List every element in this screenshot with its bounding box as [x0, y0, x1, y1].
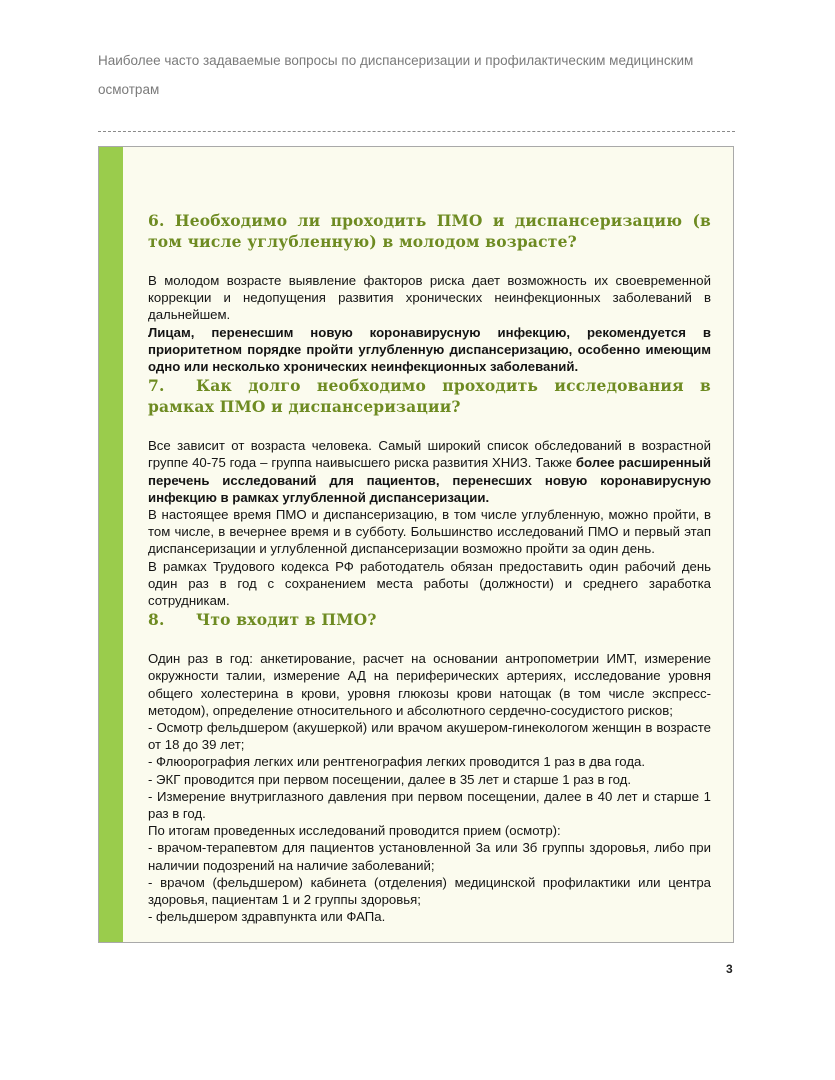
question-7-title: Как долго необходимо проходить исследования в рамках ПМО и диспансеризации?	[148, 376, 711, 417]
question-8-paragraph-5: - Измерение внутриглазного давления при первом посещении, далее в 40 лет и старше 1 раз в год.	[148, 788, 711, 822]
question-6-heading: 6. Необходимо ли проходить ПМО и диспансеризацию (в том числе углубленную) в молодом возрасте?	[148, 211, 711, 251]
page-number: 3	[726, 962, 733, 976]
question-6-paragraph-1: В молодом возрасте выявление факторов риска дает возможность их своевременной коррекции и недопущения развития хронических неинфекционных заболеваний в дальнейшем.	[148, 273, 711, 323]
faq-panel	[98, 146, 734, 943]
question-7-paragraph-2: В настоящее время ПМО и диспансеризацию, в том числе углубленную, можно пройти, в том числе, в вечернее время и в субботу. Большинство исследований ПМО и первый этап диспансеризации и углубленной диспансеризации возможно пройти за один день.	[148, 507, 711, 557]
question-8-title: Что входит в ПМО?	[196, 610, 377, 630]
question-7-paragraph-1-text: Все зависит от возраста человека. Самый широкий список обследований в возрастной группе 40-75 года – группа наивысшего риска развития ХНИЗ. Также	[148, 438, 711, 471]
question-8-paragraph-1: Один раз в год: анкетирование, расчет на основании антропометрии ИМТ, измерение окружности талии, измерение АД на периферических артериях, исследование уровня общего холестерина в крови, уровня глюкозы крови натощак (в том числе экспресс-методом), определение относительного и абсолютного сердечно-сосудистого рисков;	[148, 651, 711, 718]
question-7-paragraph-1	[148, 437, 711, 506]
running-header: Наиболее часто задаваемые вопросы по диспансеризации и профилактическим медицинским осмотрам	[98, 53, 694, 97]
question-7-paragraph-3: В рамках Трудового кодекса РФ работодатель обязан предоставить один рабочий день один раз в год с сохранением места работы (должности) и среднего заработка сотрудникам.	[148, 558, 711, 609]
question-8-number: 8.	[148, 610, 165, 630]
question-8-paragraph-2: - Осмотр фельдшером (акушеркой) или врачом акушером-гинекологом женщин в возрасте от 18 до 39 лет;	[148, 720, 711, 753]
question-8-paragraph-3: - Флюорография легких или рентгенография легких проводится 1 раз в два года.	[148, 754, 646, 770]
header-divider	[98, 131, 735, 132]
question-8-paragraph-7: - врачом-терапевтом для пациентов установленной 3а или 3б группы здоровья, либо при наличии подозрений на наличие заболеваний;	[148, 840, 711, 873]
question-8-heading	[148, 609, 711, 630]
question-8-paragraph-8: - врачом (фельдшером) кабинета (отделения) медицинской профилактики или центра здоровья, пациентам 1 и 2 группы здоровья;	[148, 874, 711, 908]
question-8-paragraph-9: - фельдшером здравпункта или ФАПа.	[148, 909, 386, 925]
question-7-paragraph-1-bold: более расширенный перечень исследований для пациентов, перенесших новую коронавирусную инфекцию в рамках углубленной диспансеризации.	[148, 455, 711, 505]
accent-bar	[99, 147, 123, 942]
question-7-number: 7.	[148, 376, 165, 396]
question-6-paragraph-2: Лицам, перенесшим новую коронавирусную инфекцию, рекомендуется в приоритетном порядке пройти углубленную диспансеризацию, особенно имеющим одно или несколько хронических неинфекционных заболеваний.	[148, 324, 711, 375]
faq-content	[148, 210, 711, 926]
question-8-paragraph-4: - ЭКГ проводится при первом посещении, далее в 35 лет и старше 1 раз в год.	[148, 771, 632, 787]
question-7-heading	[148, 375, 711, 417]
question-8-paragraph-6: По итогам проведенных исследований проводится прием (осмотр):	[148, 823, 561, 839]
